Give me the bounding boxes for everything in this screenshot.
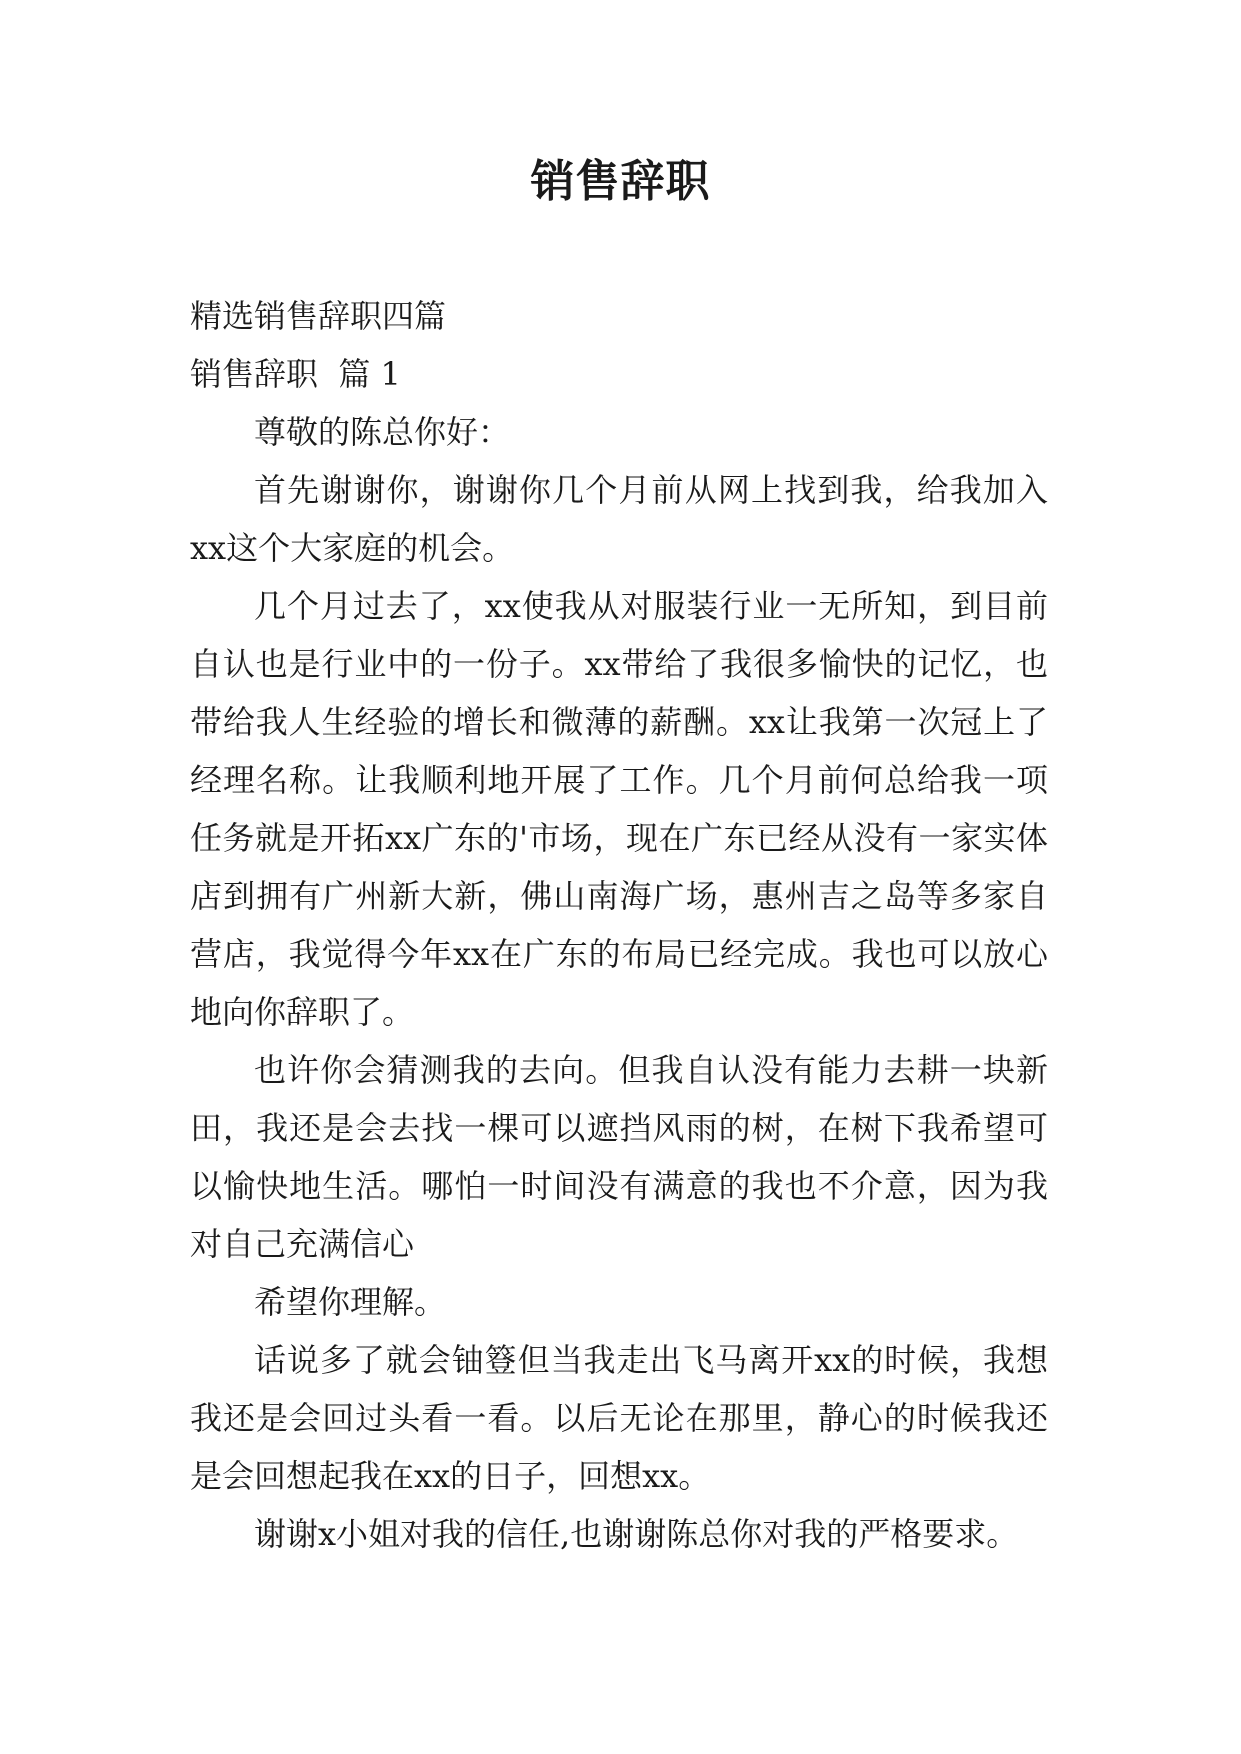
paragraph-3: 也许你会猜测我的去向。但我自认没有能力去耕一块新田，我还是会去找一棵可以遮挡风雨的树，在树下我希望可以愉快地生活。哪怕一时间没有满意的我也不介意，因为我对自己充满信心 [190,1051,1048,1263]
paragraph-4: 希望你理解。 [254,1283,447,1321]
letter-greeting: 尊敬的陈总你好： [254,413,511,451]
paragraph-5: 话说多了就会铀簦但当我走出飞马离开xx的时候，我想我还是会回过头看一看。以后无论在那里，静心的时候我还是会回想起我在xx的日子，回想xx。 [190,1341,1048,1495]
paragraph-1: 首先谢谢你，谢谢你几个月前从网上找到我，给我加入xx这个大家庭的机会。 [190,471,1048,567]
document-subtitle: 精选销售辞职四篇 [190,297,447,335]
document-body [190,287,1048,1563]
section-heading: 销售辞职 篇 1 [190,355,401,393]
document-title: 销售辞职 [530,156,711,207]
paragraph-2: 几个月过去了，xx使我从对服装行业一无所知，到目前自认也是行业中的一份子。xx带给了我很多愉快的记忆，也带给我人生经验的增长和微薄的薪酬。xx让我第一次冠上了经理名称。让我顺利地开展了工作。几个月前何总给我一项任务就是开拓xx广东的'市场，现在广东已经从没有一家实体店到拥有广州新大新，佛山南海广场，惠州吉之岛等多家自营店，我觉得今年xx在广东的布局已经完成。我也可以放心地向你辞职了。 [190,587,1048,1031]
paragraph-6: 谢谢x小姐对我的信任,也谢谢陈总你对我的严格要求。 [254,1515,1019,1553]
